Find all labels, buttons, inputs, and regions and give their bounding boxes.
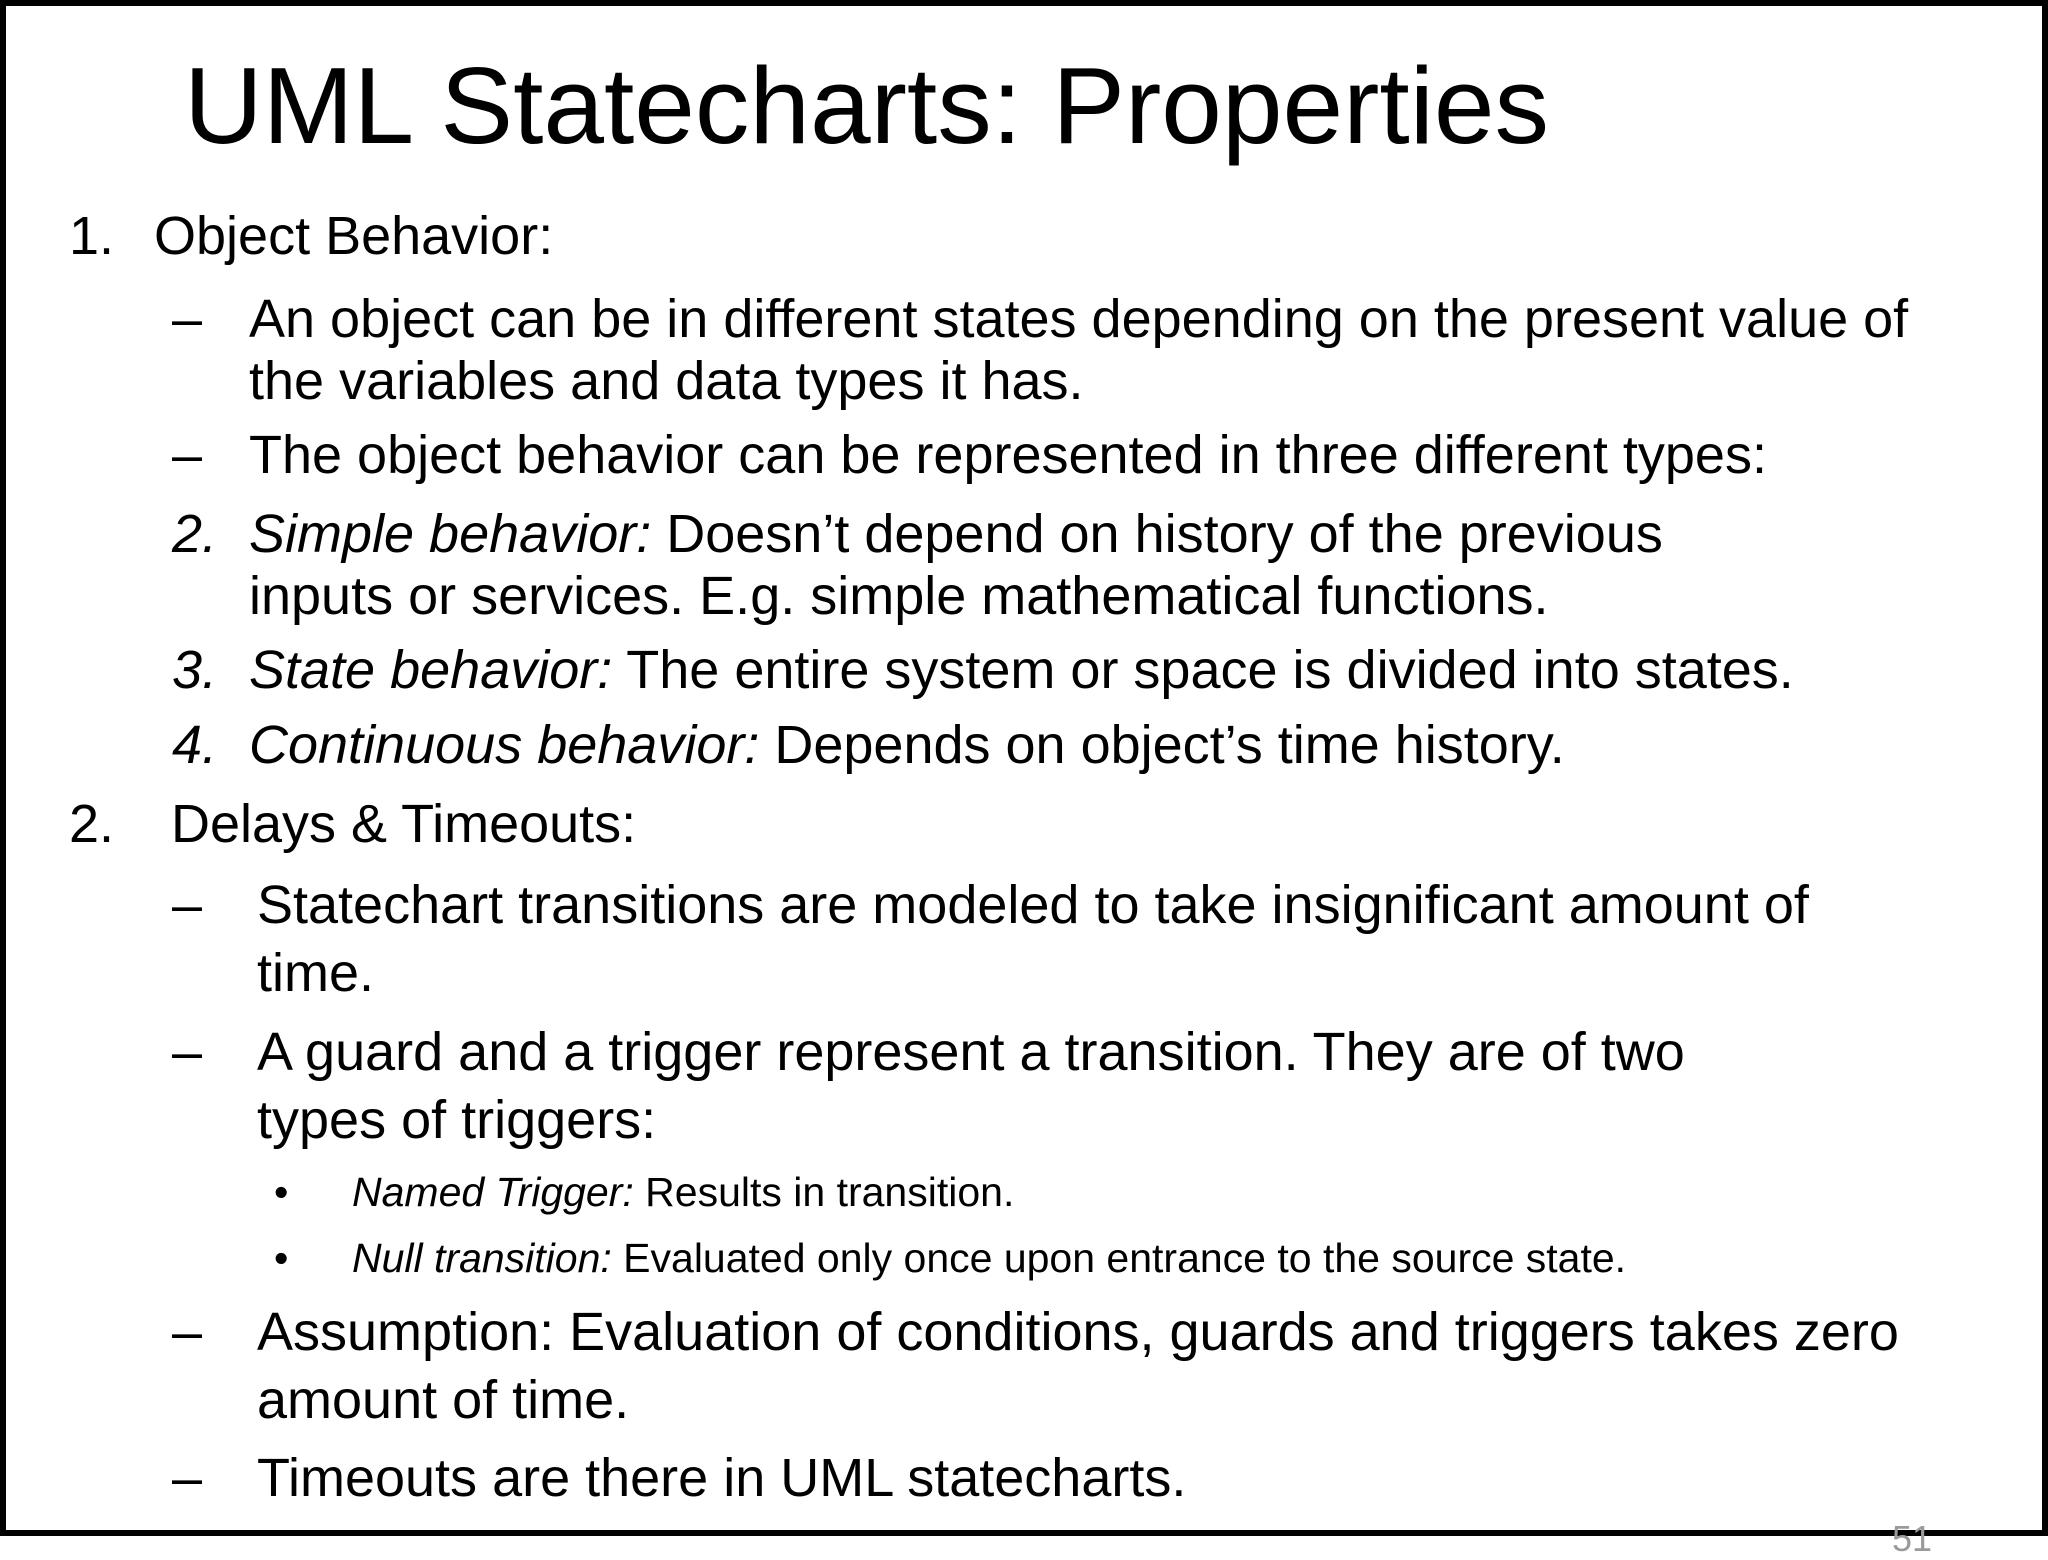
section1-bullet2-line1: The object behavior can be represented in three different types: xyxy=(249,425,1767,485)
type-state-text: The entire system or space is divided into states. xyxy=(612,640,1794,700)
section2-bullet1-dash: – xyxy=(172,875,203,935)
trigger-null-text: Evaluated only once upon entrance to the source state. xyxy=(611,1235,1627,1281)
section1-bullet1-line2: the variables and data types it has. xyxy=(249,351,1084,411)
type-continuous-number: 4. xyxy=(172,715,218,775)
section1-bullet1-line1: An object can be in different states depending on the present value of xyxy=(249,289,1909,349)
section1-bullet1-dash: – xyxy=(172,289,203,349)
section2-bullet3-line1: Assumption: Evaluation of conditions, guards and triggers takes zero xyxy=(257,1302,1899,1362)
section1-heading: Object Behavior: xyxy=(154,206,554,266)
section2-bullet4-dash: – xyxy=(172,1448,203,1508)
section1-bullet2-dash: – xyxy=(172,425,203,485)
type-simple-label: Simple behavior: xyxy=(249,504,652,564)
type-simple-number: 2. xyxy=(172,504,218,564)
section1-number: 1. xyxy=(69,206,115,266)
trigger-null-bullet: • xyxy=(274,1235,289,1281)
section2-bullet3-line2: amount of time. xyxy=(257,1370,630,1430)
section2-bullet1-line2: time. xyxy=(257,943,375,1003)
section2-number: 2. xyxy=(69,794,115,854)
trigger-null-line xyxy=(352,1233,1626,1283)
trigger-named-text: Results in transition. xyxy=(633,1169,1015,1215)
section2-bullet4-line1: Timeouts are there in UML statecharts. xyxy=(257,1448,1187,1508)
trigger-null-label: Null transition: xyxy=(352,1235,612,1281)
slide-title: UML Statecharts: Properties xyxy=(184,45,1550,167)
type-continuous-text: Depends on object’s time history. xyxy=(759,715,1565,775)
type-state-label: State behavior: xyxy=(249,640,613,700)
type-simple-text: Doesn’t depend on history of the previous xyxy=(651,504,1663,564)
section2-bullet2-line2: types of triggers: xyxy=(257,1090,657,1150)
section2-bullet2-line1: A guard and a trigger represent a transition. They are of two xyxy=(257,1022,1685,1082)
section2-bullet2-dash: – xyxy=(172,1022,203,1082)
type-simple-line2: inputs or services. E.g. simple mathematical functions. xyxy=(249,566,1549,626)
trigger-named-label: Named Trigger: xyxy=(352,1169,634,1215)
type-simple-line1 xyxy=(249,502,1663,566)
trigger-named-line xyxy=(352,1167,1014,1217)
type-state-line1 xyxy=(249,638,1794,702)
type-state-number: 3. xyxy=(172,640,218,700)
section2-bullet1-line1: Statechart transitions are modeled to take insignificant amount of xyxy=(257,875,1809,935)
section2-bullet3-dash: – xyxy=(172,1302,203,1362)
type-continuous-label: Continuous behavior: xyxy=(249,715,760,775)
page-number: 51 xyxy=(1892,1518,1933,1559)
type-continuous-line1 xyxy=(249,713,1565,777)
trigger-named-bullet: • xyxy=(274,1169,289,1215)
section2-heading: Delays & Timeouts: xyxy=(171,794,637,854)
